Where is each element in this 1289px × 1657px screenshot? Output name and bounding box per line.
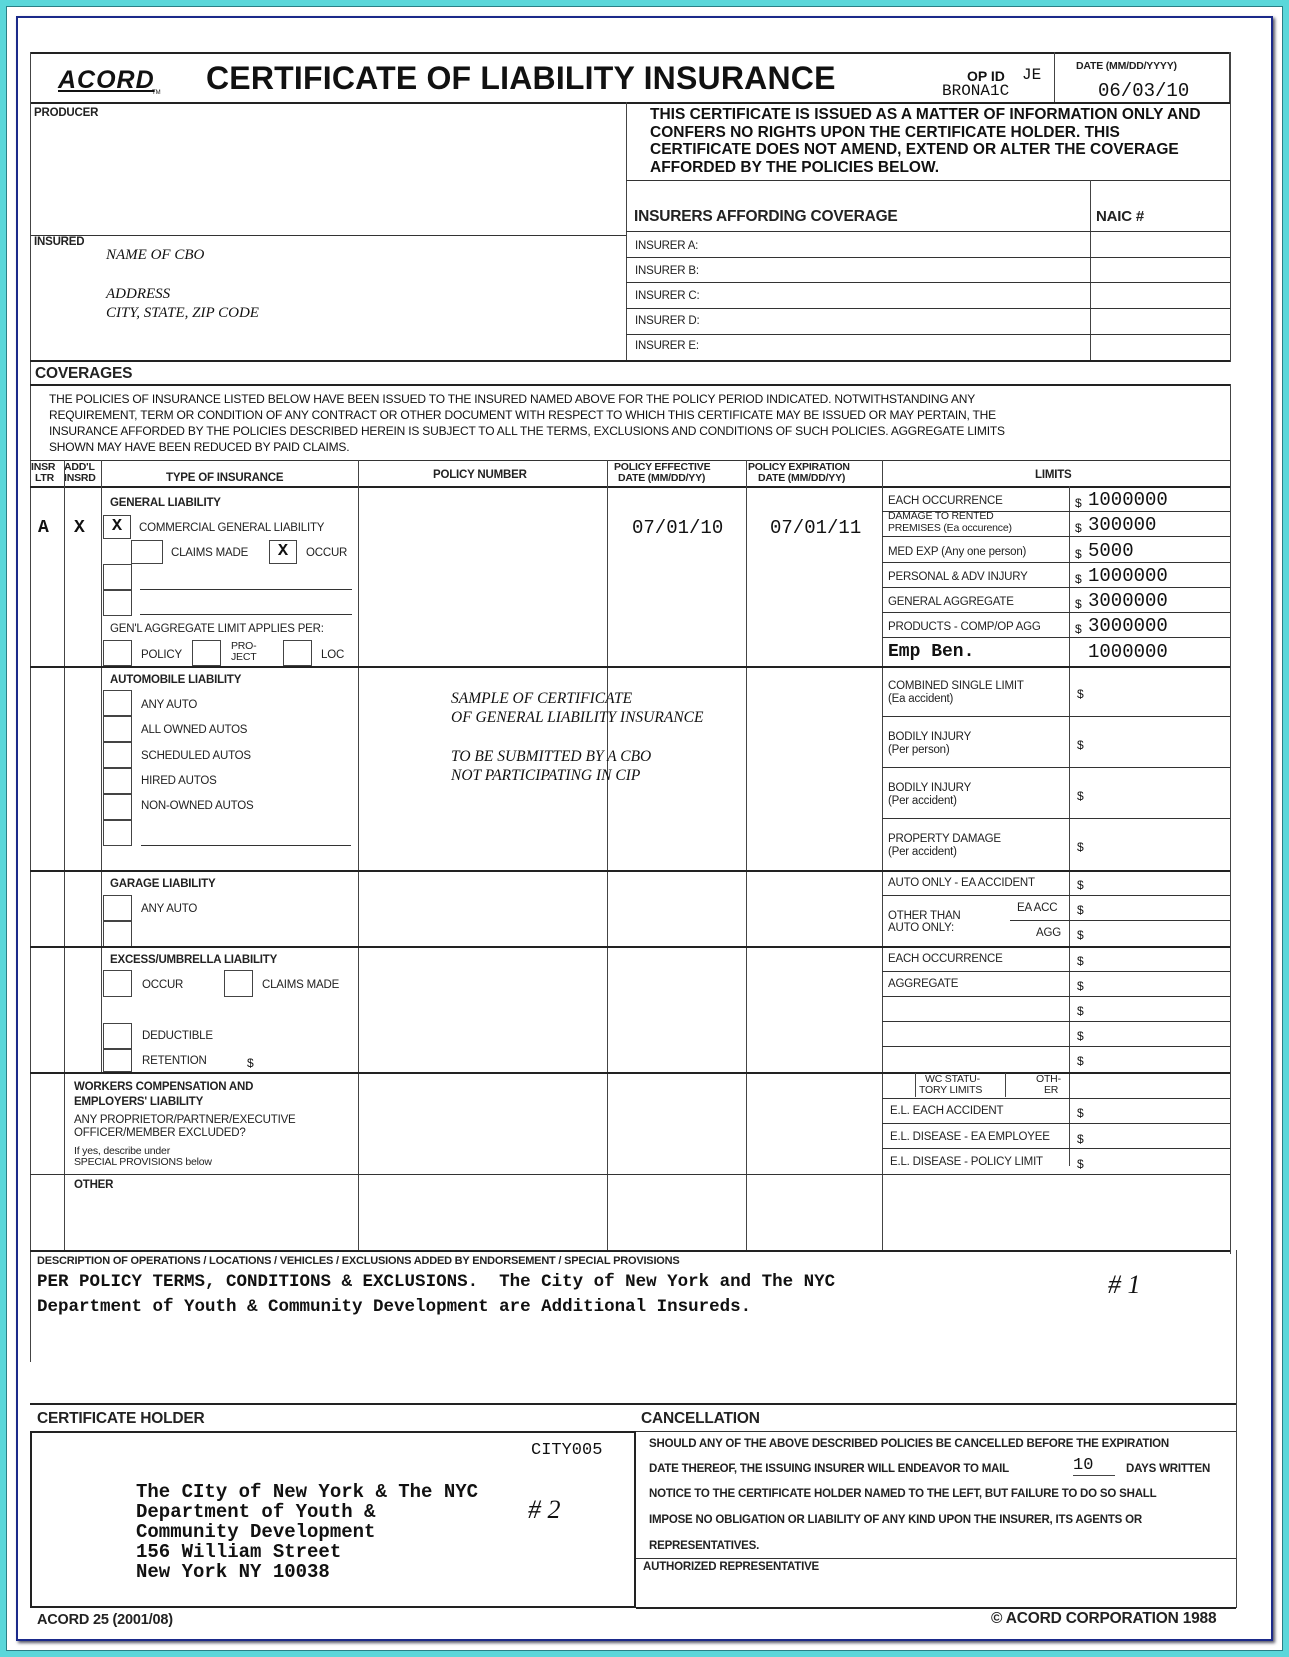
column-header-effective: POLICY EFFECTIVE [614,461,711,473]
divider [30,1174,1230,1175]
occur-checkbox[interactable]: X [269,540,297,564]
ea-acc-label: EA ACC [1017,902,1058,914]
divider [636,1607,1236,1609]
column-header-insr-ltr: INSR [31,461,56,473]
auto-option-label: HIRED AUTOS [141,775,217,787]
divider [30,235,626,236]
op-id-code: BRONA1C [942,82,1010,100]
currency-symbol: $ [1077,840,1084,854]
insurer-label: INSURER A: [635,240,699,252]
insr-ltr-value: A [38,518,49,538]
addl-insrd-value: X [74,518,85,538]
limit-label: MED EXP (Any one person) [888,546,1027,558]
wc-other-label: OTH- [1036,1073,1061,1085]
divider [636,1431,1236,1432]
date-label: DATE (MM/DD/YYYY) [1076,60,1177,72]
currency-symbol: $ [1077,954,1084,968]
currency-symbol: $ [1075,622,1082,636]
umbrella-occur-checkbox[interactable] [103,970,132,997]
divider [1054,52,1055,102]
authorized-rep-label: AUTHORIZED REPRESENTATIVE [643,1561,820,1573]
column-header-addl-insrd-2: INSRD [64,472,96,484]
retention-label: RETENTION [142,1055,207,1067]
blank-line [140,614,352,615]
divider [1005,1073,1006,1097]
project-label-2: JECT [231,651,257,663]
form-id: ACORD 25 (2001/08) [37,1612,173,1628]
sample-note-line: OF GENERAL LIABILITY INSURANCE [451,709,704,726]
disclaimer-text: THIS CERTIFICATE IS ISSUED AS A MATTER OF INFORMATION ONLY AND CONFERS NO RIGHTS UPON THE CERTIFICATE HOLDER. THIS CERTIFICATE DOES NOT AMEND, EXTEND OR ALTER THE COVERAGE AFFORDED BY THE POLICIES BELOW. [650,106,1201,176]
expiration-date: 07/01/11 [770,517,862,539]
limit-label-2: PREMISES (Ea occurence) [888,522,1012,534]
address-line: 156 William Street [136,1541,342,1563]
non-owned-autos-checkbox[interactable] [103,794,132,820]
insurer-label: INSURER E: [635,340,699,352]
divider [626,257,1230,258]
policy-checkbox[interactable] [103,640,132,666]
limit-label-2: (Per person) [888,744,950,756]
sample-note-line: SAMPLE OF CERTIFICATE [451,690,633,707]
blank-checkbox[interactable] [103,564,132,590]
auto-option-label: ALL OWNED AUTOS [141,724,248,736]
divider [626,334,1230,335]
limit-value: 3000000 [1088,590,1168,612]
divider [882,637,1230,638]
limit-value: 5000 [1088,540,1134,562]
cancellation-text: REPRESENTATIVES. [649,1540,760,1552]
authorized-rep-signature-field[interactable] [640,1576,1230,1606]
limit-label: BODILY INJURY [888,782,972,794]
certificate-holder-address [136,1482,478,1582]
limit-label: DAMAGE TO RENTED [888,510,994,522]
blank-checkbox[interactable] [103,921,132,947]
divider [607,460,608,1250]
limit-value: 1000000 [1088,565,1168,587]
divider [882,767,1230,768]
divider [358,460,359,1250]
divider [30,52,31,1362]
limit-label: GENERAL AGGREGATE [888,596,1014,608]
coverages-title: COVERAGES [35,365,133,382]
currency-symbol: $ [1077,1132,1084,1146]
agg-label: AGG [1036,927,1061,939]
currency-symbol: $ [1077,979,1084,993]
blank-line [140,589,352,590]
limit-label-2: (Per accident) [888,795,957,807]
column-header-expiration: POLICY EXPIRATION [748,461,850,473]
excess-umbrella-title: EXCESS/UMBRELLA LIABILITY [110,954,278,966]
hired-autos-checkbox[interactable] [103,768,132,794]
column-header-insr-ltr-2: LTR [35,472,55,484]
description-line: PER POLICY TERMS, CONDITIONS & EXCLUSIONS. The City of New York and The NYC [37,1272,836,1292]
column-header-addl-insrd: ADD'L [64,461,95,473]
workers-comp-title: WORKERS COMPENSATION AND [74,1081,254,1093]
general-liability-title: GENERAL LIABILITY [110,497,221,509]
date-value: 06/03/10 [1098,80,1190,102]
umbrella-claims-made-label: CLAIMS MADE [262,979,340,991]
loc-checkbox[interactable] [283,640,312,666]
workers-comp-question: ANY PROPRIETOR/PARTNER/EXECUTIVE [74,1114,296,1126]
divider [882,460,883,1250]
divider [1230,384,1231,1254]
divider [882,1021,1230,1022]
retention-checkbox[interactable] [103,1049,132,1072]
divider [30,666,1230,668]
column-header-policy-number: POLICY NUMBER [433,469,527,481]
sample-note-line: NOT PARTICIPATING IN CIP [451,767,641,784]
auto-option-label: NON-OWNED AUTOS [141,800,254,812]
insurer-label: INSURER B: [635,265,699,277]
auto-option-label: ANY AUTO [141,699,198,711]
currency-symbol: $ [1075,547,1082,561]
limit-label: PRODUCTS - COMP/OP AGG [888,621,1041,633]
limit-label: E.L. DISEASE - EA EMPLOYEE [890,1131,1050,1143]
certificate-holder-label: CERTIFICATE HOLDER [37,1410,205,1427]
cgl-label: COMMERCIAL GENERAL LIABILITY [139,522,325,534]
umbrella-claims-made-checkbox[interactable] [224,970,253,997]
description-label: DESCRIPTION OF OPERATIONS / LOCATIONS / VEHICLES / EXCLUSIONS ADDED BY ENDORSEMENT / SPECIAL PROVISIONS [37,1255,680,1267]
currency-symbol: $ [1077,738,1084,752]
currency-symbol: $ [1077,928,1084,942]
limit-label: AUTO ONLY - EA ACCIDENT [888,877,1035,889]
divider [30,384,1230,386]
garage-liability-title: GARAGE LIABILITY [110,878,216,890]
policy-label: POLICY [141,649,182,661]
policy-number-field[interactable] [362,490,602,660]
certificate-holder-code: CITY005 [531,1441,603,1460]
limit-label-2: AUTO ONLY: [888,922,954,934]
divider [882,996,1230,997]
claims-made-checkbox[interactable] [131,540,163,564]
limit-label: EACH OCCURRENCE [888,953,1003,965]
cgl-checkbox[interactable]: X [103,515,131,539]
limit-label-2: (Per accident) [888,846,957,858]
divider [30,870,1230,872]
limit-label: E.L. DISEASE - POLICY LIMIT [890,1156,1043,1168]
auto-option-label: SCHEDULED AUTOS [141,750,251,762]
divider [882,587,1230,588]
divider [626,231,1230,232]
divider [30,102,1230,104]
umbrella-occur-label: OCCUR [142,979,184,991]
divider [882,1123,1230,1124]
address-line: Department of Youth & [136,1501,376,1523]
divider [30,360,1230,362]
divider [882,1046,1230,1047]
currency-symbol: $ [1077,903,1084,917]
cancellation-text: SHOULD ANY OF THE ABOVE DESCRIBED POLICIES BE CANCELLED BEFORE THE EXPIRATION [649,1438,1170,1450]
currency-symbol: $ [1077,687,1084,701]
currency-symbol: $ [1075,572,1082,586]
coverages-text: THE POLICIES OF INSURANCE LISTED BELOW HAVE BEEN ISSUED TO THE INSURED NAMED ABOVE FOR THE POLICY PERIOD INDICATED. NOTWITHSTANDING ANY REQUIREMENT, TERM OR CONDITION OF ANY CONTRACT OR OTHER DOCUMENT WITH RESPECT TO WHICH THIS CERTIFICATE MAY BE ISSUED OR MAY PERTAIN, THE INSURANCE AFFORDED BY THE POLICIES DESCRIBED HEREIN IS SUBJECT TO ALL THE TERMS, EXCLUSIONS AND CONDITIONS OF SUCH POLICIES. AGGREGATE LIMITS SHOWN MAY HAVE BEEN REDUCED BY PAID CLAIMS. [49,392,1005,454]
op-id-value: JE [1022,66,1042,84]
producer-field[interactable] [34,122,624,232]
limit-label: Emp Ben. [888,642,975,662]
currency-symbol: $ [1075,597,1082,611]
cancellation-label: CANCELLATION [641,1410,760,1427]
address-line: The CIty of New York & The NYC [136,1481,479,1503]
currency-symbol: $ [247,1056,254,1070]
currency-symbol: $ [1077,1004,1084,1018]
blank-checkbox[interactable] [103,590,132,616]
divider [30,946,1230,948]
description-line: Department of Youth & Community Development are Additional Insureds. [37,1297,752,1317]
currency-symbol: $ [1077,789,1084,803]
divider [626,180,1230,181]
naic-header: NAIC # [1096,208,1144,225]
divider [882,1098,1230,1099]
limit-value: 1000000 [1088,641,1168,663]
limit-label: AGGREGATE [888,978,959,990]
divider [1230,52,1231,362]
limit-label: PERSONAL & ADV INJURY [888,571,1028,583]
copyright: © ACORD CORPORATION 1988 [991,1610,1217,1627]
divider [30,1250,1230,1252]
scheduled-autos-checkbox[interactable] [103,742,132,768]
column-header-type: TYPE OF INSURANCE [166,472,284,484]
divider [1090,180,1091,360]
wc-other-label-2: ER [1044,1084,1059,1096]
sample-note-line: TO BE SUBMITTED BY A CBO [451,748,652,765]
limit-label: OTHER THAN [888,910,961,922]
insurer-label: INSURER C: [635,290,700,302]
insured-address: ADDRESS [106,286,171,302]
limit-label: E.L. EACH ACCIDENT [890,1105,1004,1117]
workers-comp-question-2: OFFICER/MEMBER EXCLUDED? [74,1127,246,1139]
divider [1069,486,1070,1166]
deductible-checkbox[interactable] [103,1023,132,1049]
loc-label: LOC [321,649,345,661]
wc-statutory-label-2: TORY LIMITS [919,1084,983,1096]
column-header-effective-2: DATE (MM/DD/YY) [618,472,706,484]
currency-symbol: $ [1077,1029,1084,1043]
cancellation-text: DAYS WRITTEN [1126,1463,1211,1475]
divider [30,486,1230,488]
other-title: OTHER [74,1179,114,1191]
address-line: Community Development [136,1521,376,1543]
divider [746,460,747,1250]
workers-comp-note-2: SPECIAL PROVISIONS below [74,1156,212,1168]
occur-label: OCCUR [306,547,348,559]
any-auto-checkbox[interactable] [103,690,132,716]
wc-statutory-label: WC STATU- [925,1073,980,1085]
blank-checkbox[interactable] [103,820,132,846]
insurer-label: INSURER D: [635,315,700,327]
limit-label: BODILY INJURY [888,731,972,743]
auto-liability-title: AUTOMOBILE LIABILITY [110,674,242,686]
limit-value: 3000000 [1088,615,1168,637]
insured-name: NAME OF CBO [106,247,205,263]
all-owned-autos-checkbox[interactable] [103,716,132,742]
currency-symbol: $ [1077,1106,1084,1120]
blank-line [141,845,351,846]
gen-agg-applies-label: GEN'L AGGREGATE LIMIT APPLIES PER: [110,623,324,635]
divider [30,52,1230,54]
divider [64,460,65,1250]
divider [882,536,1230,537]
workers-comp-title-2: EMPLOYERS' LIABILITY [74,1096,204,1108]
annotation-number: # 2 [528,1495,561,1524]
cancellation-text: DATE THEREOF, THE ISSUING INSURER WILL ENDEAVOR TO MAIL [649,1463,1009,1475]
limit-label: COMBINED SINGLE LIMIT [888,680,1024,692]
divider [882,612,1230,613]
annotation-number: # 1 [1108,1270,1141,1299]
address-line: New York NY 10038 [136,1561,330,1583]
cancellation-text: NOTICE TO THE CERTIFICATE HOLDER NAMED TO THE LEFT, BUT FAILURE TO DO SO SHALL [649,1488,1157,1500]
currency-symbol: $ [1077,1054,1084,1068]
limit-label: EACH OCCURRENCE [888,495,1003,507]
workers-comp-note: If yes, describe under [74,1145,170,1157]
currency-symbol: $ [1075,496,1082,510]
column-header-expiration-2: DATE (MM/DD/YY) [758,472,846,484]
divider [882,818,1230,819]
page-title: CERTIFICATE OF LIABILITY INSURANCE [206,60,836,96]
limit-value: 1000000 [1088,489,1168,511]
currency-symbol: $ [1077,1157,1084,1171]
effective-date: 07/01/10 [632,517,724,539]
notice-days-field[interactable]: 10 [1073,1456,1115,1476]
insured-city-state-zip: CITY, STATE, ZIP CODE [106,305,259,321]
divider [636,1558,1236,1559]
limit-value: 300000 [1088,514,1157,536]
divider [1236,1403,1237,1608]
garage-any-auto-checkbox[interactable] [103,895,132,921]
garage-option-label: ANY AUTO [141,903,198,915]
column-header-limits: LIMITS [1035,469,1072,481]
project-checkbox[interactable] [192,640,221,666]
divider [882,895,1230,896]
divider [882,716,1230,717]
divider [882,971,1230,972]
producer-label: PRODUCER [34,107,99,119]
limit-label-2: (Ea accident) [888,693,954,705]
cancellation-text: IMPOSE NO OBLIGATION OR LIABILITY OF ANY KIND UPON THE INSURER, ITS AGENTS OR [649,1514,1142,1526]
divider [882,1148,1230,1149]
insured-label: INSURED [34,236,85,248]
divider [1010,920,1230,921]
op-id-label: OP ID [967,68,1005,84]
trademark-mark: TM [152,90,161,96]
currency-symbol: $ [1075,521,1082,535]
deductible-label: DEDUCTIBLE [142,1030,213,1042]
project-label: PRO- [231,640,257,652]
limit-label: PROPERTY DAMAGE [888,833,1001,845]
insurers-header: INSURERS AFFORDING COVERAGE [634,208,898,225]
divider [101,460,102,1072]
divider [882,562,1230,563]
divider [1236,1250,1237,1404]
divider [915,1073,916,1097]
claims-made-label: CLAIMS MADE [171,547,249,559]
divider [626,308,1230,309]
currency-symbol: $ [1077,878,1084,892]
divider [626,282,1230,283]
divider [30,1403,1236,1405]
acord-logo: ACORD [58,66,155,94]
